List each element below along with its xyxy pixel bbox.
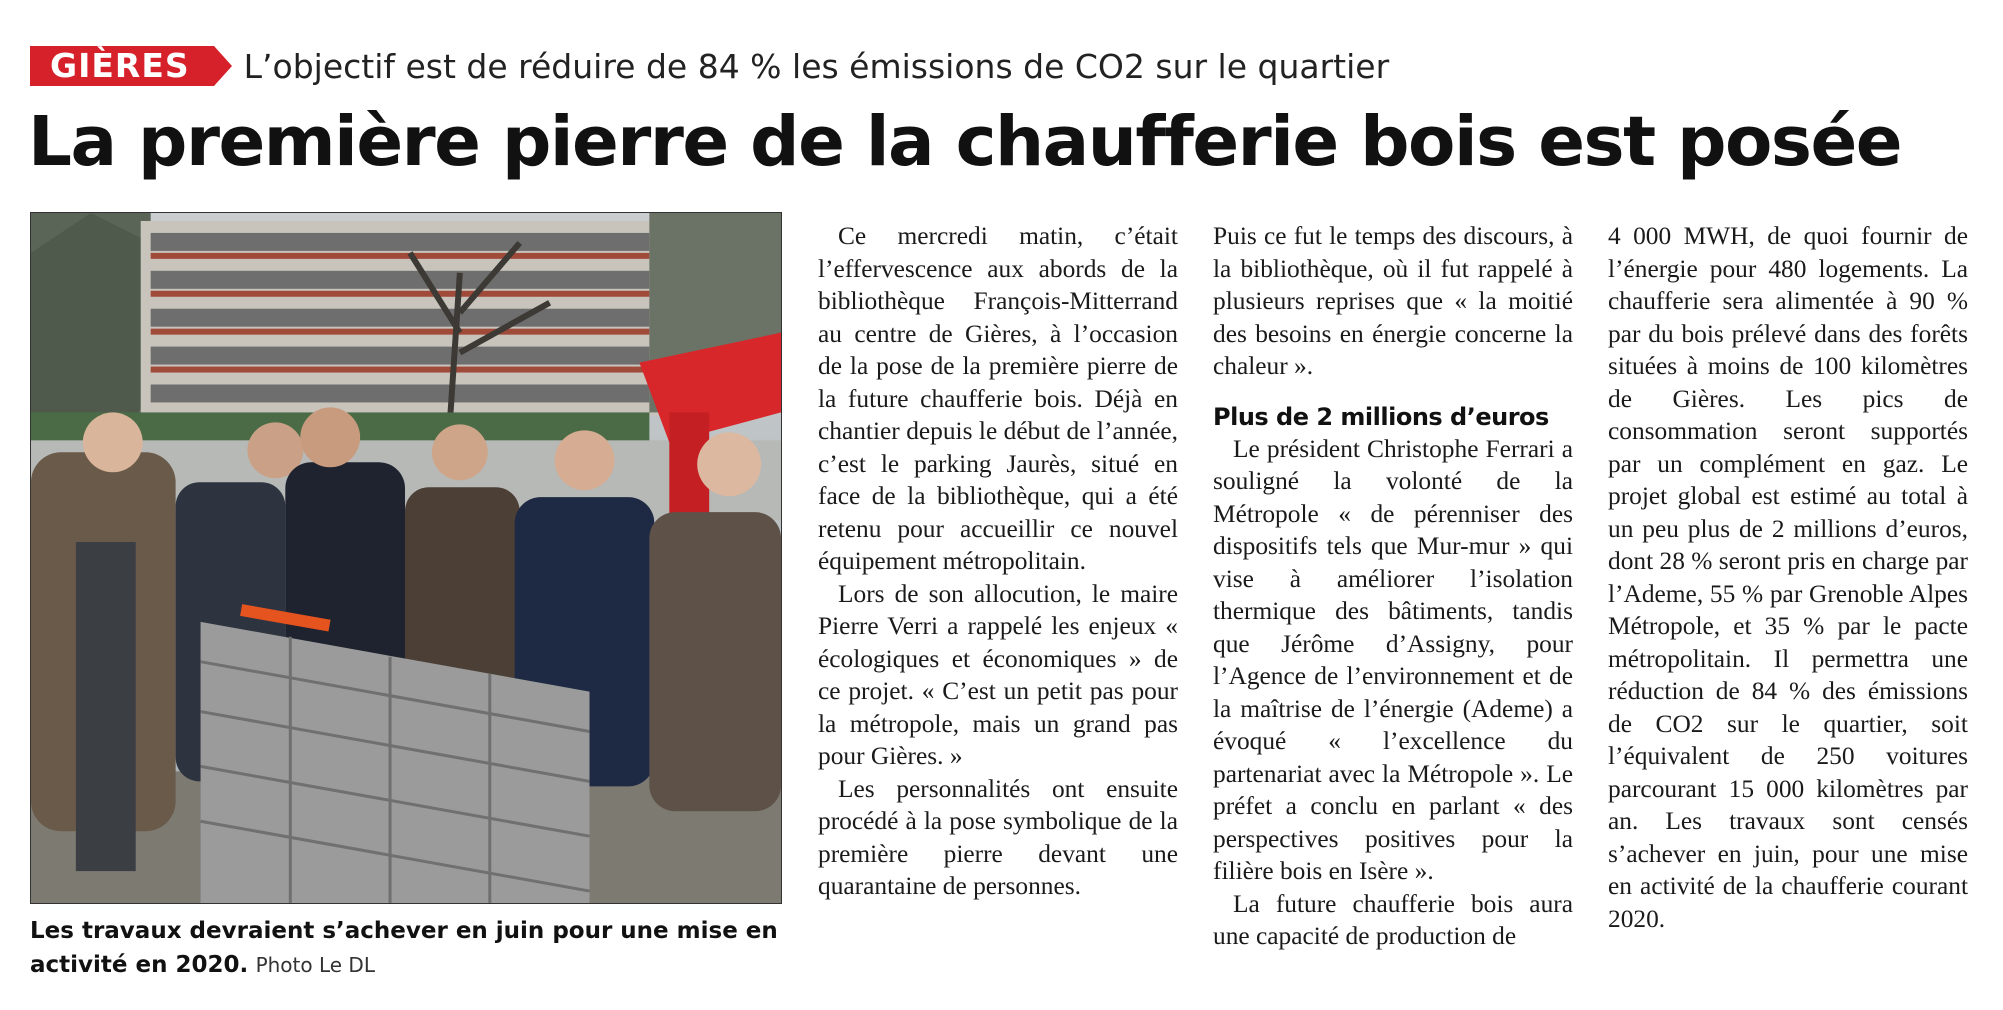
photo-credit: Photo Le DL xyxy=(255,953,375,977)
article-column-1 xyxy=(818,220,1178,903)
article-paragraph: La future chaufferie bois aura une capacité de production de xyxy=(1213,889,1573,950)
article-photo xyxy=(30,212,782,904)
subheading: Plus de 2 millions d’euros xyxy=(1213,402,1549,431)
caption-text: Les travaux devraient s’achever en juin pour une mise en activité en 2020. xyxy=(30,918,778,978)
article-paragraph: Ce mercredi matin, c’était l’effervescence aux abords de la bibliothèque François-Mitterrand au centre de Gières, à l’occasion de la pose de la première pierre de la future chaufferie bois. Déjà en chantier depuis le début de l’année, c’est le parking Jaurès, situé en face de la bibliothèque, qui a été retenu pour accueillir ce nouvel équipement métropolitain. xyxy=(818,222,1178,575)
article-paragraph: 4 000 MWH, de quoi fournir de l’énergie pour 480 logements. La chaufferie sera alimentée à 90 % par du bois prélevé dans des forêts situées à moins de 100 kilomètres de Gières. Les pics de consommation seront supportés par un complément en gaz. Le projet global est estimé au total à un peu plus de 2 millions d’euros, dont 28 % seront pris en charge par l’Ademe, 55 % par Grenoble Alpes Métropole, et 35 % par le pacte métropolitain. Il permettra une réduction de 84 % des émissions de CO2 sur le quartier, soit l’équivalent de 250 voitures parcourant 15 000 kilomètres par an. Les travaux sont censés s’achever en juin, pour une mise en activité de la chaufferie courant 2020. xyxy=(1608,222,1968,933)
article-column-2 xyxy=(1213,220,1573,953)
article-paragraph: Les personnalités ont ensuite procédé à la pose symbolique de la première pierre devant une quarantaine de personnes. xyxy=(818,774,1178,900)
kicker-line: L’objectif est de réduire de 84 % les émissions de CO2 sur le quartier xyxy=(243,46,1390,86)
photo-caption xyxy=(30,914,782,982)
headline: La première pierre de la chaufferie bois est posée xyxy=(28,102,1902,182)
article-column-3 xyxy=(1608,220,1968,935)
article-paragraph: Le président Christophe Ferrari a souligné la volonté de la Métropole « de pérenniser des dispositifs tels que Mur-mur » qui vise à améliorer l’isolation thermique des bâtiments, tandis que Jérôme d’Assigny, pour l’Agence de l’environnement et de la maîtrise de l’énergie (Ademe) a évoqué « l’excellence du partenariat avec la Métropole ». Le préfet a conclu en parlant « des perspectives positives pour la filière bois en Isère ». xyxy=(1213,434,1573,885)
photo-illustration xyxy=(31,213,781,903)
article-paragraph: Puis ce fut le temps des discours, à la bibliothèque, où il fut rappelé à plusieurs reprises que « la moitié des besoins en énergie concerne la chaleur ». xyxy=(1213,222,1573,380)
kicker-row xyxy=(30,42,1389,90)
article-paragraph: Lors de son allocution, le maire Pierre Verri a rappelé les enjeux « écologiques et économiques » de ce projet. « C’est un petit pas pour la métropole, mais un grand pas pour Gières. » xyxy=(818,579,1178,770)
location-tag: GIÈRES xyxy=(30,46,214,86)
